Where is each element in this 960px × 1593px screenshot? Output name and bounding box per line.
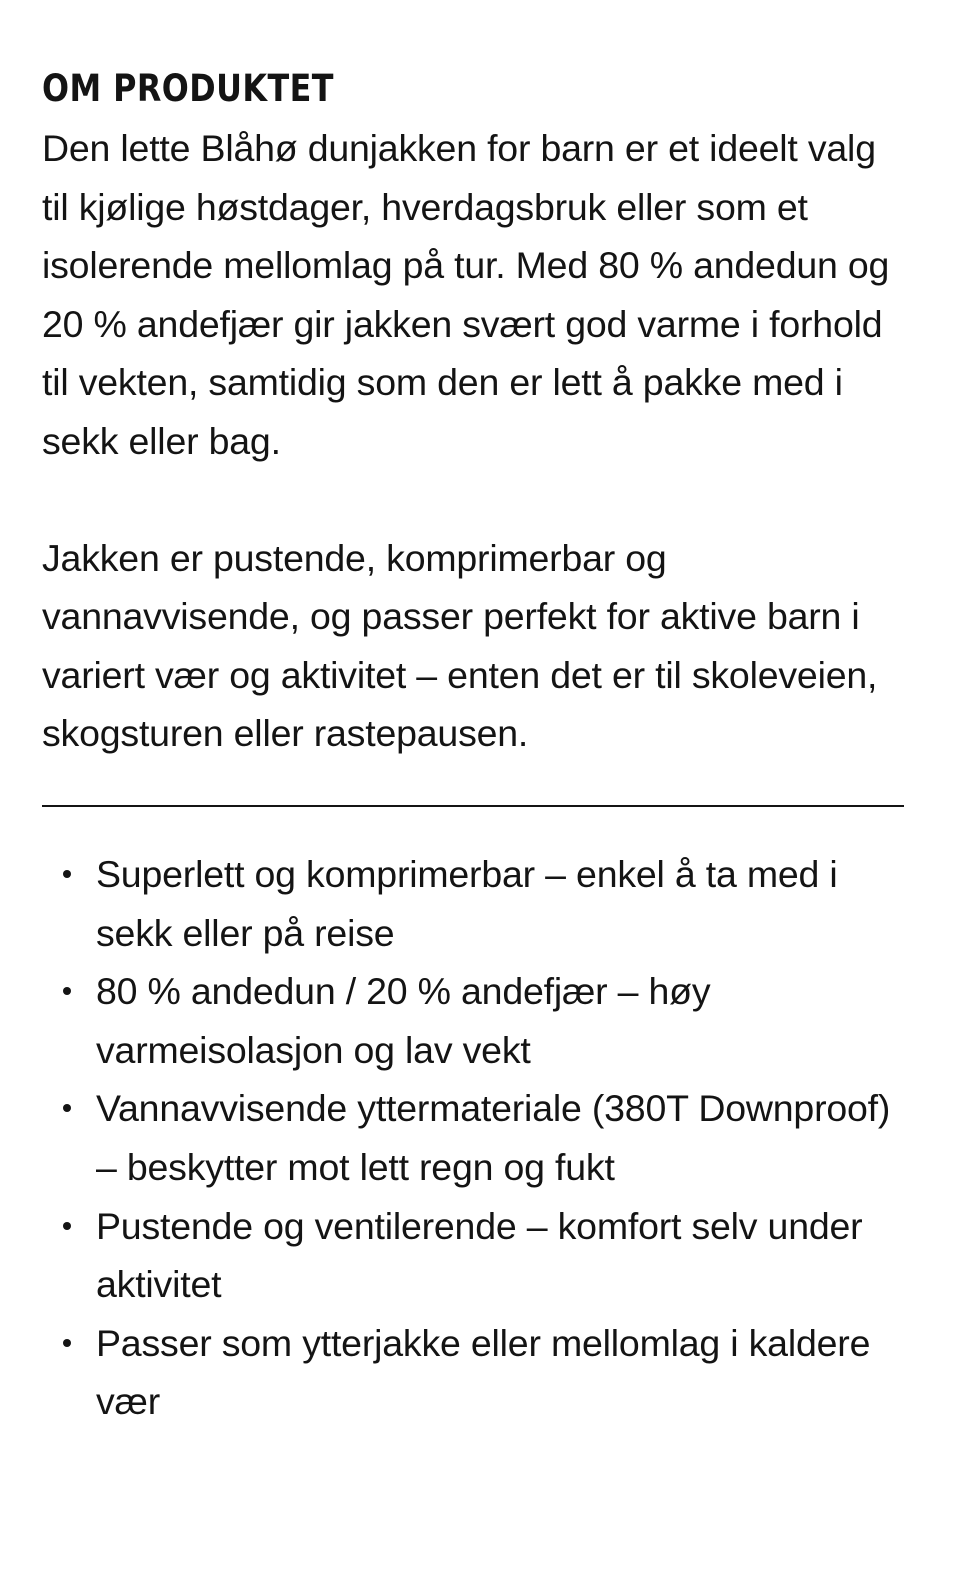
feature-list-item	[42, 1197, 904, 1314]
bullet-dot-icon	[63, 1339, 71, 1347]
section-heading: OM PRODUKTET	[42, 67, 334, 110]
product-description-section	[42, 62, 904, 1431]
feature-text: Pustende og ventilerende – komfort selv under aktivitet	[96, 1204, 863, 1306]
feature-list	[42, 845, 904, 1431]
bullet-dot-icon	[63, 1104, 71, 1112]
feature-list-item	[42, 962, 904, 1079]
feature-list-item	[42, 845, 904, 962]
feature-text: Passer som ytterjakke eller mellomlag i kaldere vær	[96, 1321, 871, 1423]
feature-list-item	[42, 1314, 904, 1431]
bullet-dot-icon	[63, 987, 71, 995]
bullet-dot-icon	[63, 870, 71, 878]
feature-list-item	[42, 1079, 904, 1196]
description-paragraph-2: Jakken er pustende, komprimerbar og vannavvisende, og passer perfekt for aktive barn i variert vær og aktivitet – enten det er til skoleveien, skogsturen eller rastepausen.	[42, 536, 878, 755]
feature-text: 80 % andedun / 20 % andefjær – høy varmeisolasjon og lav vekt	[96, 970, 711, 1071]
description-paragraph-1: Den lette Blåhø dunjakken for barn er et ideelt valg til kjølige høstdager, hverdagsbruk eller som et isolerende mellomlag på tur. Med 80 % andedun og 20 % andefjær gir jakken svært god varme i forhold til vekten, samtidig som den er lett å pakke med i sekk eller bag.	[42, 127, 890, 462]
feature-text: Superlett og komprimerbar – enkel å ta med i sekk eller på reise	[96, 852, 838, 954]
bullet-dot-icon	[63, 1222, 71, 1230]
feature-text: Vannavvisende yttermateriale (380T Downproof) – beskytter mot lett regn og fukt	[96, 1087, 891, 1188]
section-divider	[42, 805, 904, 807]
